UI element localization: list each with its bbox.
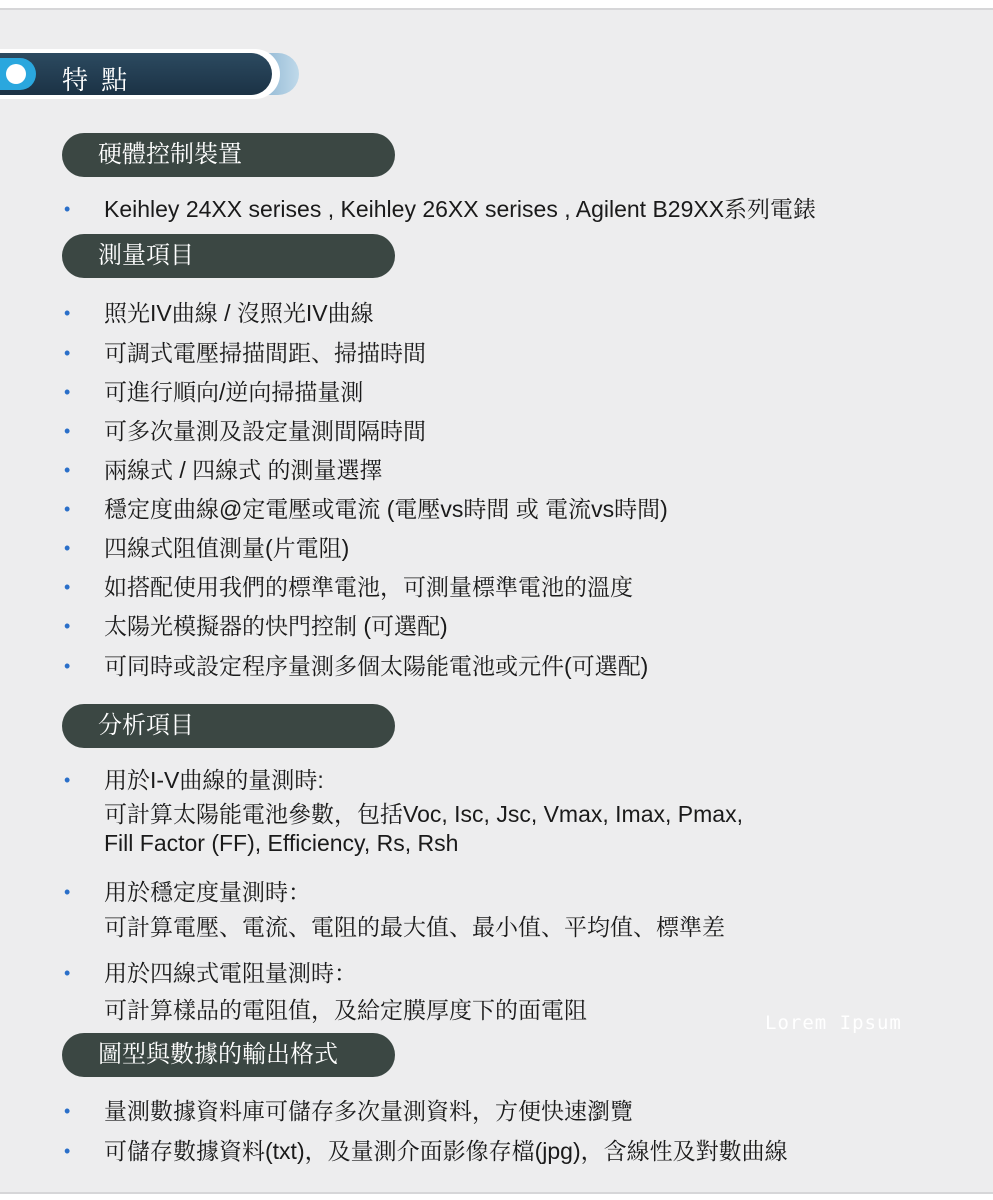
list-item-text: 用於四線式電阻量測時： xyxy=(104,960,357,986)
watermark-text: Lorem Ipsum xyxy=(765,1012,902,1034)
bullet-icon: • xyxy=(64,1141,71,1161)
title-tab xyxy=(0,49,300,99)
list-item xyxy=(64,569,633,602)
list-item-detail: 可計算太陽能電池參數，包括Voc, Isc, Jsc, Vmax, Imax, Pmax, xyxy=(104,801,743,827)
list-item-text: 可同時或設定程序量測多個太陽能電池或元件(可選配) xyxy=(104,653,649,679)
list-item-text: 可儲存數據資料(txt)，及量測介面影像存檔(jpg)，含線性及對數曲線 xyxy=(104,1138,788,1164)
bullet-icon: • xyxy=(64,421,71,441)
list-item-text: 兩線式 / 四線式 的測量選擇 xyxy=(104,457,383,483)
list-item-text: 如搭配使用我們的標準電池，可測量標準電池的溫度 xyxy=(104,574,633,600)
list-item-text: 穩定度曲線@定電壓或電流 (電壓vs時間 或 電流vs時間) xyxy=(104,496,668,522)
list-item xyxy=(64,191,816,224)
bullet-icon: • xyxy=(64,963,71,983)
list-item-text: 可調式電壓掃描間距、掃描時間 xyxy=(104,340,426,366)
list-item xyxy=(64,1133,788,1166)
section-heading-measurement: 測量項目 xyxy=(62,234,395,278)
list-item xyxy=(64,491,668,524)
list-item xyxy=(64,530,349,563)
page-title: 特 點 xyxy=(62,65,131,95)
list-item-detail: Fill Factor (FF), Efficiency, Rs, Rsh xyxy=(104,830,459,856)
bullet-icon: • xyxy=(64,656,71,676)
section-heading-hardware: 硬體控制裝置 xyxy=(62,133,395,177)
bullet-icon: • xyxy=(64,199,71,219)
list-item xyxy=(64,374,363,407)
list-item xyxy=(64,874,311,907)
bullet-icon: • xyxy=(64,577,71,597)
list-item xyxy=(64,955,357,988)
list-item xyxy=(64,413,426,446)
list-item-text: 可多次量測及設定量測間隔時間 xyxy=(104,418,426,444)
bullet-icon: • xyxy=(64,882,71,902)
bullet-icon: • xyxy=(64,770,71,790)
bullet-icon: • xyxy=(64,460,71,480)
list-item-detail: 可計算樣品的電阻值，及給定膜厚度下的面電阻 xyxy=(104,997,587,1023)
title-tab-fill xyxy=(0,53,272,95)
list-item-text: 用於I-V曲線的量測時: xyxy=(104,767,324,793)
list-item-detail: 可計算電壓、電流、電阻的最大值、最小值、平均值、標準差 xyxy=(104,914,725,940)
circle-bullet-icon xyxy=(6,64,26,84)
list-item-text: 照光IV曲線 / 沒照光IV曲線 xyxy=(104,300,374,326)
bullet-icon: • xyxy=(64,616,71,636)
list-item xyxy=(64,1093,633,1126)
list-item-text: Keihley 24XX serises , Keihley 26XX serises , Agilent B29XX系列電錶 xyxy=(104,196,817,222)
list-item xyxy=(64,335,426,368)
list-item xyxy=(64,608,448,641)
list-item xyxy=(64,295,374,328)
bullet-icon: • xyxy=(64,343,71,363)
list-item xyxy=(64,762,324,795)
list-item xyxy=(64,452,383,485)
list-item-text: 量測數據資料庫可儲存多次量測資料，方便快速瀏覽 xyxy=(104,1098,633,1124)
bullet-icon: • xyxy=(64,499,71,519)
list-item xyxy=(64,648,648,681)
section-heading-analysis: 分析項目 xyxy=(62,704,395,748)
section-heading-output: 圖型與數據的輸出格式 xyxy=(62,1033,395,1077)
list-item-text: 用於穩定度量測時： xyxy=(104,879,311,905)
list-item-text: 四線式阻值測量(片電阻) xyxy=(104,535,350,561)
list-item-text: 可進行順向/逆向掃描量測 xyxy=(104,379,364,405)
bullet-icon: • xyxy=(64,382,71,402)
list-item-text: 太陽光模擬器的快門控制 (可選配) xyxy=(104,613,448,639)
bullet-icon: • xyxy=(64,303,71,323)
bullet-icon: • xyxy=(64,538,71,558)
bullet-icon: • xyxy=(64,1101,71,1121)
